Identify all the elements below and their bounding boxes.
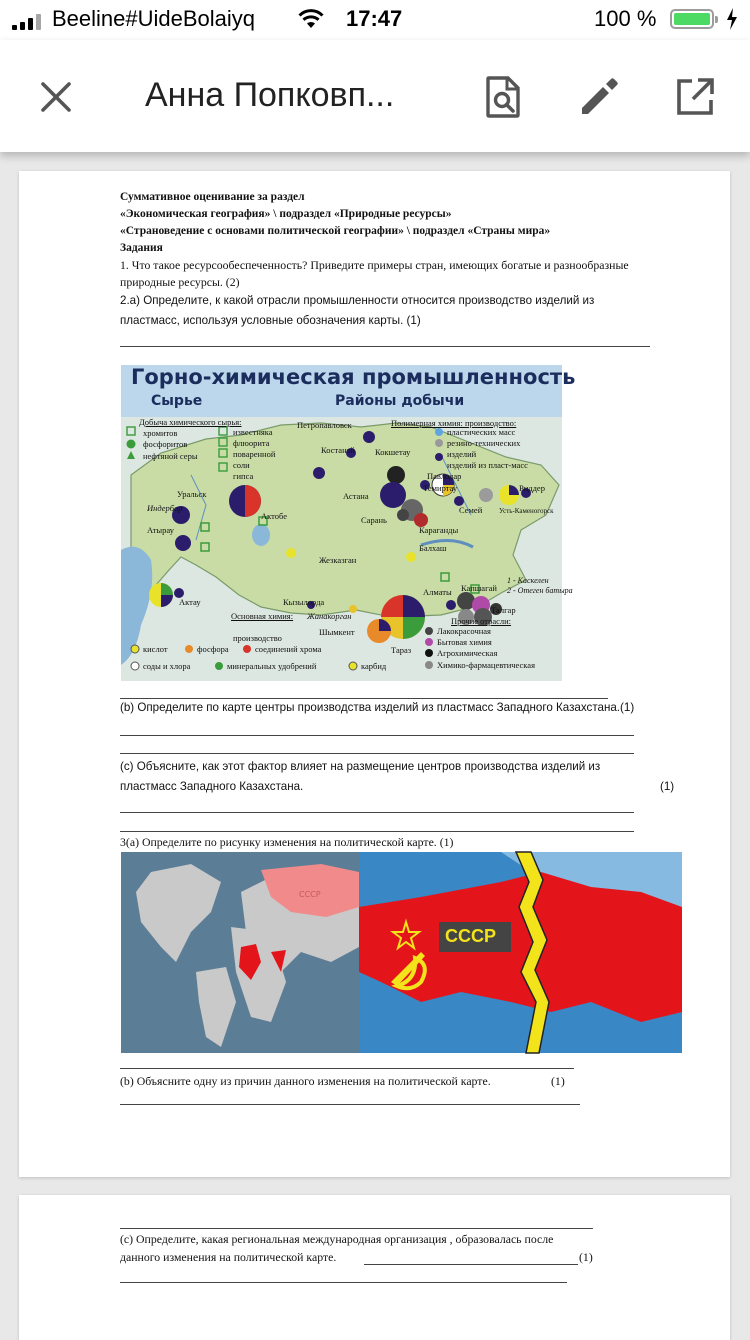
legend-raw-item: флюорита: [233, 438, 270, 448]
answer-line: [120, 831, 634, 832]
question-2a: 2.а) Определите, к какой отрасли промышленности относится производство изделий из пластмасс, используя условные обозначения карты. (1): [120, 294, 595, 327]
legend-basic-item: минеральных удобрений: [227, 661, 317, 671]
chemical-industry-map: [121, 365, 576, 681]
city-label: Костанай: [321, 445, 355, 455]
question-3c-line1: (с) Определите, какая региональная международная организация , образовалась после: [120, 1232, 554, 1246]
answer-line: [120, 753, 634, 754]
legend-raw-item: гипса: [233, 471, 254, 481]
legend-basic-item: соды и хлора: [143, 661, 191, 671]
city-label: Астана: [343, 491, 369, 501]
legend-poly-item: пластических масс: [447, 427, 516, 437]
question-2c-points: (1): [660, 780, 675, 793]
answer-line: [120, 346, 650, 347]
question-3b-points: (1): [551, 1074, 565, 1088]
app-toolbar: [0, 40, 750, 152]
legend-poly-item: резино-технических изделий: [447, 438, 521, 459]
city-label: Петропавловск: [297, 420, 352, 430]
answer-line: [120, 1068, 574, 1069]
city-label: Сарань: [361, 515, 387, 525]
legend-basic-item: кислот: [143, 644, 168, 654]
map-subtitle-raw: Сырье: [151, 393, 203, 409]
question-2c: (с) Объясните, как этот фактор влияет на размещение центров производства изделий из пластмасс Западного Казахстана.: [120, 760, 601, 793]
question-3a: 3(а) Определите по рисунку изменения на политической карте. (1): [120, 835, 454, 849]
cellular-signal-icon: [12, 14, 41, 30]
answer-line: [120, 812, 634, 813]
city-label: Жезказган: [319, 555, 357, 565]
legend-raw-item: нефтяной серы: [143, 451, 198, 461]
open-external-icon[interactable]: [672, 74, 718, 120]
legend-poly-title: Полимерная химия: производство:: [391, 418, 517, 428]
city-label: Алматы: [423, 587, 452, 597]
city-label: Риддер: [519, 483, 545, 493]
city-label: Темиртау: [423, 483, 458, 493]
header-tasks: Задания: [120, 242, 163, 254]
legend-other-title: Прочие отрасли:: [451, 616, 512, 626]
clock: 17:47: [346, 6, 403, 31]
city-label: Кокшетау: [375, 447, 411, 457]
battery-percent: 100 %: [594, 6, 657, 31]
legend-basic-item: фосфора: [197, 644, 229, 654]
city-label: Капшагай: [461, 583, 497, 593]
question-1: 1. Что такое ресурсообеспеченность? Приведите примеры стран, имеющих богатые и разнообразные природные ресурсы. (2): [120, 258, 629, 289]
carrier-name: Beeline#UideBolaiyq: [52, 6, 256, 31]
legend-other-item: Химико-фармацевтическая: [437, 660, 535, 670]
map-note: 2 - Отеген батыра: [507, 586, 573, 595]
status-bar: [0, 0, 750, 40]
legend-raw-item: поваренной соли: [233, 449, 276, 470]
document-header: [120, 189, 660, 291]
map-note: 1 - Каскелен: [507, 576, 549, 585]
city-label: Атырау: [147, 525, 174, 535]
city-label: Караганды: [419, 525, 459, 535]
city-label: Талгар: [491, 605, 516, 615]
legend-other-item: Агрохимическая: [437, 648, 498, 658]
header-line-3: «Страноведение с основами политической географии» \ подраздел «Страны мира»: [120, 225, 551, 237]
map-subtitle-regions: Районы добычи: [335, 393, 465, 409]
city-label: Балхаш: [419, 543, 447, 553]
legend-raw-title: Добыча химического сырья:: [139, 417, 242, 427]
battery-icon: [670, 9, 714, 29]
legend-poly-item: изделий из пласт-масс: [447, 460, 528, 470]
legend-basic-sub: производство: [233, 633, 282, 643]
city-label: Кызылорда: [283, 597, 325, 607]
question-3c-line2: данного изменения на политической карте.: [120, 1250, 337, 1264]
city-label: Уральск: [177, 489, 207, 499]
document-page-1: [19, 171, 730, 1177]
ussr-map-label: СССР: [299, 890, 321, 899]
question-3b: (b) Объясните одну из причин данного изменения на политической карте.: [120, 1074, 491, 1088]
city-label: Усть-Каменогорск: [499, 507, 554, 515]
legend-basic-title: Основная химия:: [231, 611, 294, 621]
legend-raw-item: фосфоритов: [143, 439, 188, 449]
legend-basic-item: соединений хрома: [255, 644, 322, 654]
city-label: Павлодар: [427, 471, 462, 481]
document-page-2: [19, 1195, 730, 1340]
city-label: Индербор: [147, 503, 183, 513]
answer-line: [364, 1264, 578, 1265]
wifi-icon: [296, 8, 326, 30]
header-line-2: «Экономическая география» \ подраздел «Природные ресурсы»: [120, 208, 452, 220]
edit-pencil-icon[interactable]: [576, 74, 622, 120]
answer-line: [120, 1228, 593, 1229]
document-title: Анна Попковп...: [145, 76, 395, 114]
city-label: Актобе: [261, 511, 287, 521]
city-label: Тараз: [391, 645, 412, 655]
ussr-banner-label: СССР: [445, 926, 497, 946]
city-label: Шымкент: [319, 627, 355, 637]
political-map-images: [121, 852, 682, 1053]
legend-raw-item: хромитов: [143, 428, 178, 438]
legend-basic-item: карбид: [361, 661, 387, 671]
header-line-1: Суммативное оценивание за раздел: [120, 191, 305, 203]
close-icon[interactable]: [36, 77, 76, 117]
city-label: Жанакорган: [307, 611, 352, 621]
map-title: Горно-химическая промышленность: [131, 365, 576, 389]
ussr-collapse-graphic: [121, 852, 682, 1053]
city-label: Семей: [459, 505, 483, 515]
question-2b: (b) Определите по карте центры производства изделий из пластмасс Западного Казахстана.(1): [120, 701, 635, 714]
legend-other-item: Лакокрасочная: [437, 626, 491, 636]
find-in-page-icon[interactable]: [480, 74, 526, 120]
answer-line: [120, 1282, 567, 1283]
charging-bolt-icon: [726, 8, 738, 30]
legend-raw-item: известняка: [233, 427, 273, 437]
legend-other-item: Бытовая химия: [437, 637, 492, 647]
answer-line: [120, 735, 634, 736]
city-label: Актау: [179, 597, 201, 607]
answer-line: [120, 1104, 580, 1105]
question-3c-points: (1): [579, 1250, 593, 1264]
